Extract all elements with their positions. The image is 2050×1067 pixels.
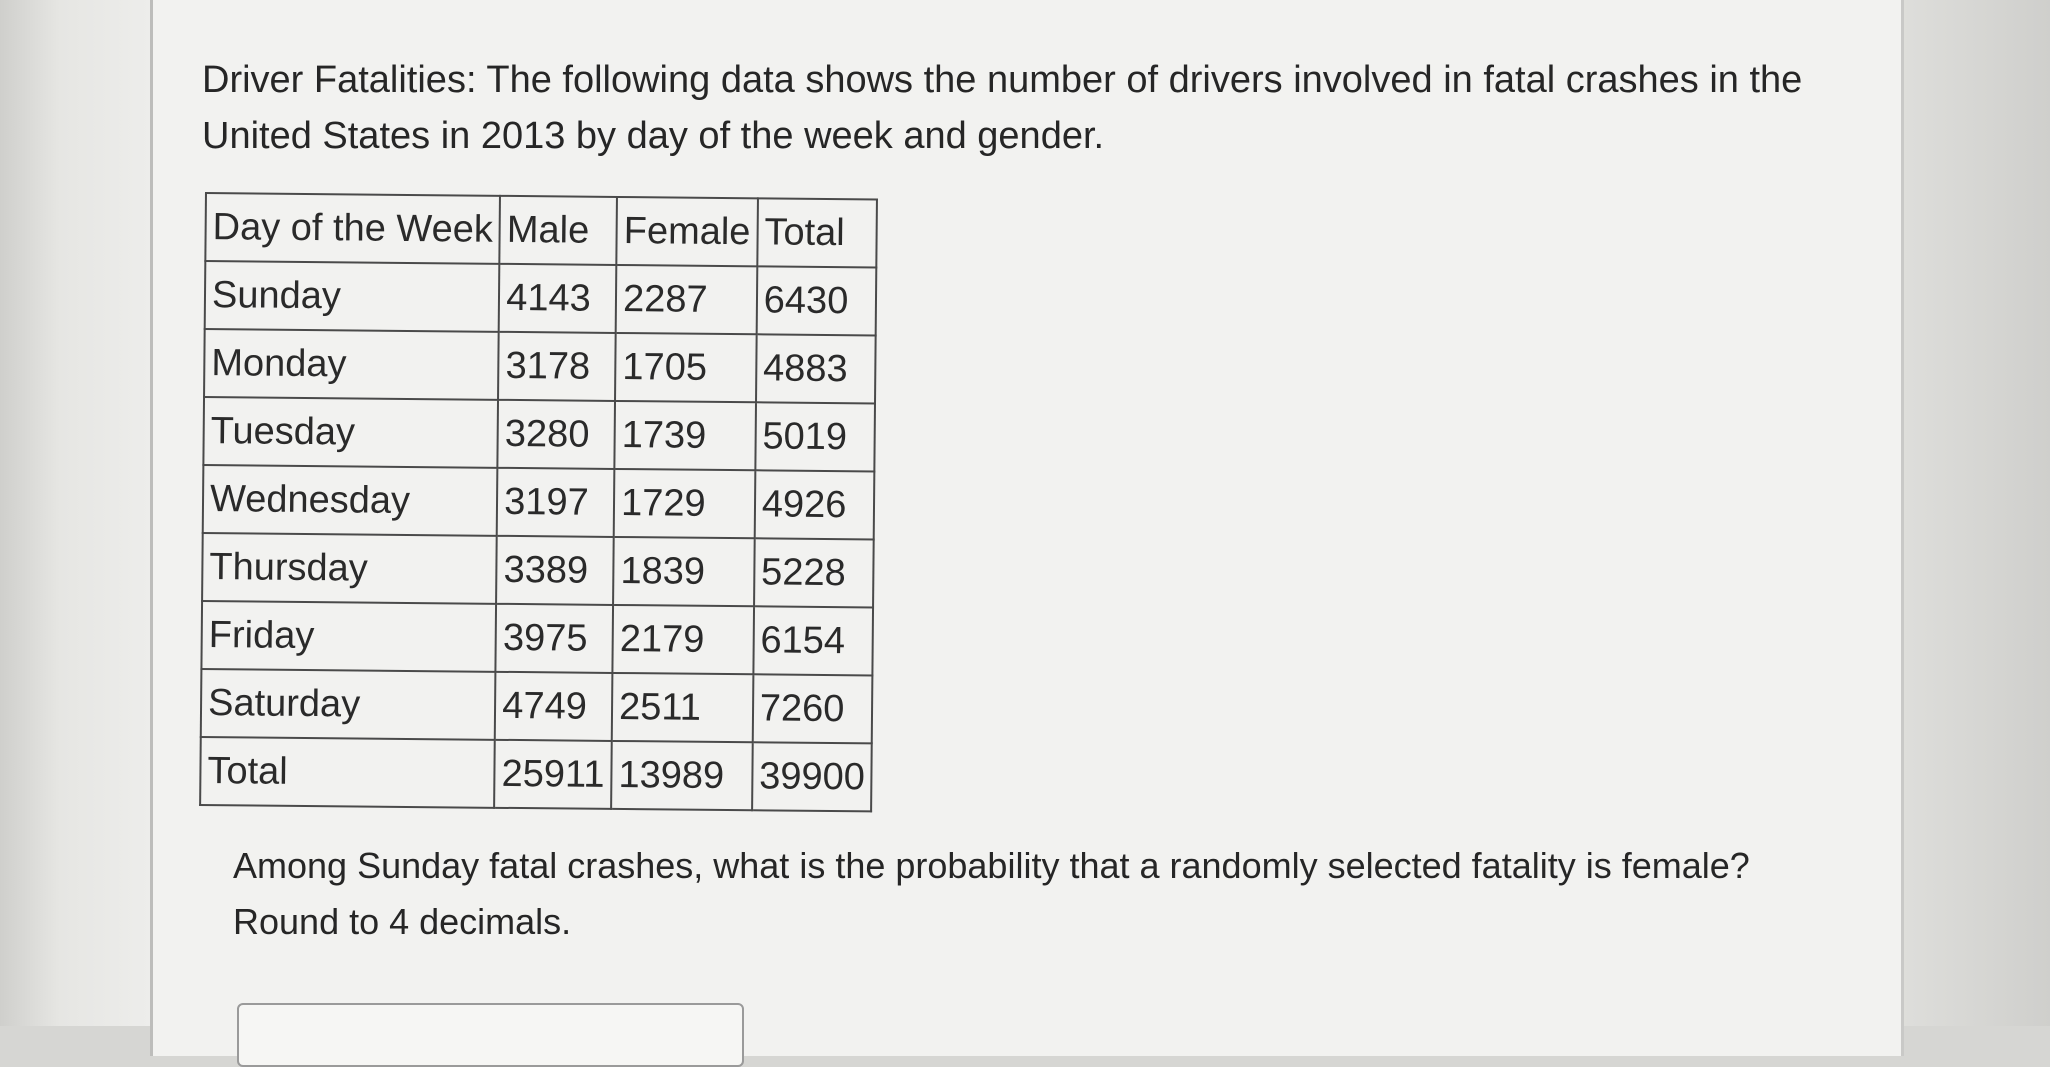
table-row xyxy=(205,261,877,335)
header-total: Total xyxy=(757,198,877,267)
cell-female: 13989 xyxy=(611,741,752,810)
cell-male: 3178 xyxy=(498,332,616,401)
cell-male: 3197 xyxy=(497,468,615,537)
cell-day: Total xyxy=(200,737,495,808)
intro-line-1: Driver Fatalities: The following data shows the number of drivers involved in fatal crashes in the xyxy=(202,59,1803,101)
cell-day: Tuesday xyxy=(203,397,498,468)
problem-intro xyxy=(202,52,1842,164)
cell-total: 39900 xyxy=(752,742,872,811)
question-line-1: Among Sunday fatal crashes, what is the probability that a randomly selected fatality is female? xyxy=(233,845,1750,886)
cell-female: 1729 xyxy=(614,469,755,538)
cell-male: 25911 xyxy=(494,740,612,809)
table-row xyxy=(203,465,875,539)
table-row xyxy=(204,329,876,403)
cell-total: 5019 xyxy=(755,402,875,471)
table-row xyxy=(201,669,873,743)
fatalities-table xyxy=(199,192,878,812)
cell-female: 1739 xyxy=(614,401,755,470)
cell-day: Thursday xyxy=(202,533,497,604)
cell-male: 3975 xyxy=(496,604,614,673)
cell-total: 5228 xyxy=(754,538,874,607)
cell-day: Wednesday xyxy=(203,465,498,536)
table-row xyxy=(202,533,874,607)
cell-total: 4926 xyxy=(754,470,874,539)
table-row xyxy=(203,397,875,471)
cell-day: Sunday xyxy=(205,261,500,332)
cell-male: 3389 xyxy=(496,536,614,605)
answer-input[interactable] xyxy=(237,1003,744,1067)
cell-total: 6154 xyxy=(753,606,873,675)
table-row xyxy=(201,601,873,675)
table-header-row xyxy=(205,193,877,267)
question-text xyxy=(233,838,1853,950)
cell-day: Saturday xyxy=(201,669,496,740)
cell-female: 1839 xyxy=(613,537,754,606)
cell-total: 4883 xyxy=(756,334,876,403)
cell-day: Monday xyxy=(204,329,499,400)
cell-day: Friday xyxy=(201,601,496,672)
intro-line-2: United States in 2013 by day of the week and gender. xyxy=(202,115,1105,157)
header-female: Female xyxy=(616,197,757,266)
header-male: Male xyxy=(500,196,618,265)
cell-female: 2179 xyxy=(612,605,753,674)
cell-male: 4749 xyxy=(495,672,613,741)
header-day-of-week: Day of the Week xyxy=(205,193,500,264)
cell-male: 3280 xyxy=(498,400,616,469)
cell-female: 2287 xyxy=(616,265,757,334)
question-line-2: Round to 4 decimals. xyxy=(233,901,572,942)
cell-male: 4143 xyxy=(499,264,617,333)
table-total-row xyxy=(200,737,872,811)
cell-female: 2511 xyxy=(612,673,753,742)
cell-female: 1705 xyxy=(615,333,756,402)
cell-total: 6430 xyxy=(756,266,876,335)
cell-total: 7260 xyxy=(753,674,873,743)
